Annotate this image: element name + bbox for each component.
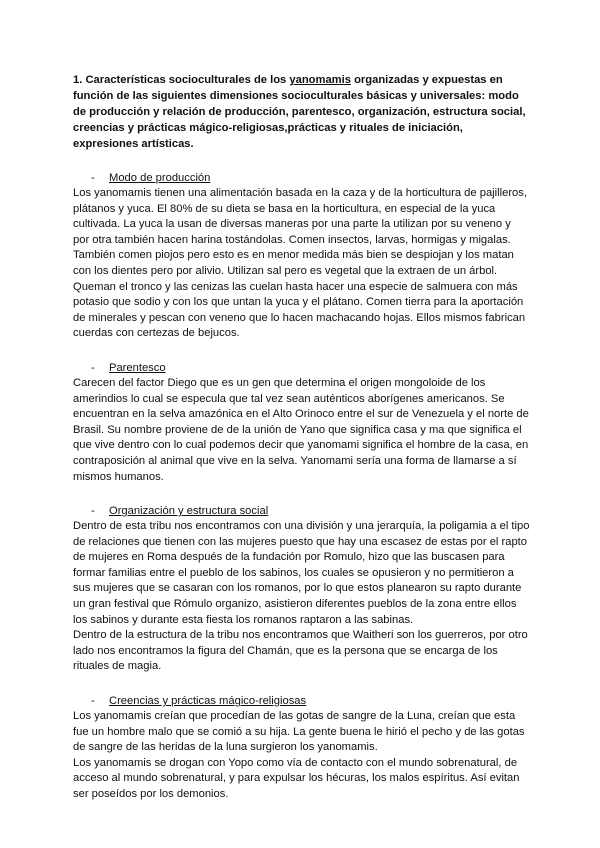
section-heading: [91, 360, 530, 376]
section-title: Parentesco: [109, 361, 166, 374]
section-heading: [91, 693, 530, 709]
section-heading: [91, 503, 530, 519]
paragraph: Carecen del factor Diego que es un gen que determina el origen mongoloide de los amerindios lo cual se especula que tal vez sean auténticos aborígenes americanos. Se encuentran en la selva amazónica en el Alto Orinoco entre el sur de Venezuela y el norte de Brasil. Su nombre proviene de de la unión de Yano que significa casa y ma que significa el que vive dentro con lo cual podemos decir que yanomami significa el hombre de la casa, en contraposición al animal que vive en la selva. Yanomami sería una forma de llamarse a sí mismos humanos.: [73, 376, 529, 483]
bullet-dash: -: [91, 361, 95, 374]
paragraph: Los yanomamis se drogan con Yopo como vía de contacto con el mundo sobrenatural, de acceso al mundo sobrenatural, y para expulsar los hécuras, los malos espíritus. Así evitan ser poseídos por los demonios.: [73, 756, 520, 800]
question-heading: [73, 72, 530, 152]
heading-prefix: 1. Características socioculturales de los: [73, 74, 290, 86]
paragraph: Los yanomamis tienen una alimentación basada en la caza y de la horticultura de pajilleros, plátanos y yuca. El 80% de su dieta se basa en la horticultura, en especial de la yuca cultivada. La yuca la usan de diversas maneras por una parte la utilizan por su veneno y por otra también hacen harina tostándolas. Comen insectos, larvas, hormigas y migalas. También comen piojos pero esto es en menor medida más bien se despiojan y los matan con los dientes pero por alivio. Utilizan sal pero es vegetal que la extraen de un árbol. Queman el tronco y las cenizas las cuelan hasta hacer una especie de salmuera con más potasio que sodio y con los que untan la yuca y el plátano. Comen tierra para la aportación de minerales y pescan con veneno que lo hacen machacando hojas. Ellos mismos fabrican cuerdas con certezas de bejucos.: [73, 187, 527, 340]
section-title: Modo de producción: [109, 172, 211, 184]
section-heading: [91, 170, 530, 186]
bullet-dash: -: [91, 172, 95, 184]
section-modo-produccion: [73, 170, 530, 342]
section-parentesco: [73, 360, 530, 485]
paragraph: Dentro de esta tribu nos encontramos con una división y una jerarquía, la poligamia a el tipo de relaciones que tienen con las mujeres puesto que hay una escasez de estas por el rapto de mujeres en Roma después de la fundación por Romulo, hizo que las buscasen para formar familias entre el pueblo de los sabinos, los cuales se opusieron y no permitieron a sus mujeres que se casaran con los romanos, por lo que estos planearon su rapto durante un gran festival que Rómulo organizo, asistieron diferentes pueblos de la zona entre ellos los sabinos y durante esta fiesta los romanos raptaron a las sabinas.: [73, 520, 530, 626]
bullet-dash: -: [91, 505, 95, 518]
section-organizacion: [73, 503, 530, 675]
section-title: Organización y estructura social: [109, 505, 269, 518]
bullet-dash: -: [91, 695, 95, 708]
paragraph: Los yanomamis creían que procedían de las gotas de sangre de la Luna, creían que esta fue un hombre malo que se comió a su hija. La gente buena le hirió el pecho y de las gotas de sangre de las heridas de la luna surgieron los yanomamis.: [73, 710, 525, 754]
heading-suffix: organizadas y expuestas en función de las siguientes dimensiones socioculturales básicas y universales: modo de producción y relación de producción, parentesco, organización, estructura social, creencias y prácticas mágico-religiosas,prácticas y rituales de iniciación, expresiones artísticas.: [73, 74, 526, 150]
section-creencias: [73, 693, 530, 803]
heading-underlined-word: yanomamis: [289, 74, 351, 86]
paragraph: Dentro de la estructura de la tribu nos encontramos que Waitheri son los guerreros, por otro lado nos encontramos la figura del Chamán, que es la persona que se encarga de los rituales de magia.: [73, 629, 528, 673]
section-title: Creencias y prácticas mágico-religiosas: [109, 695, 307, 708]
